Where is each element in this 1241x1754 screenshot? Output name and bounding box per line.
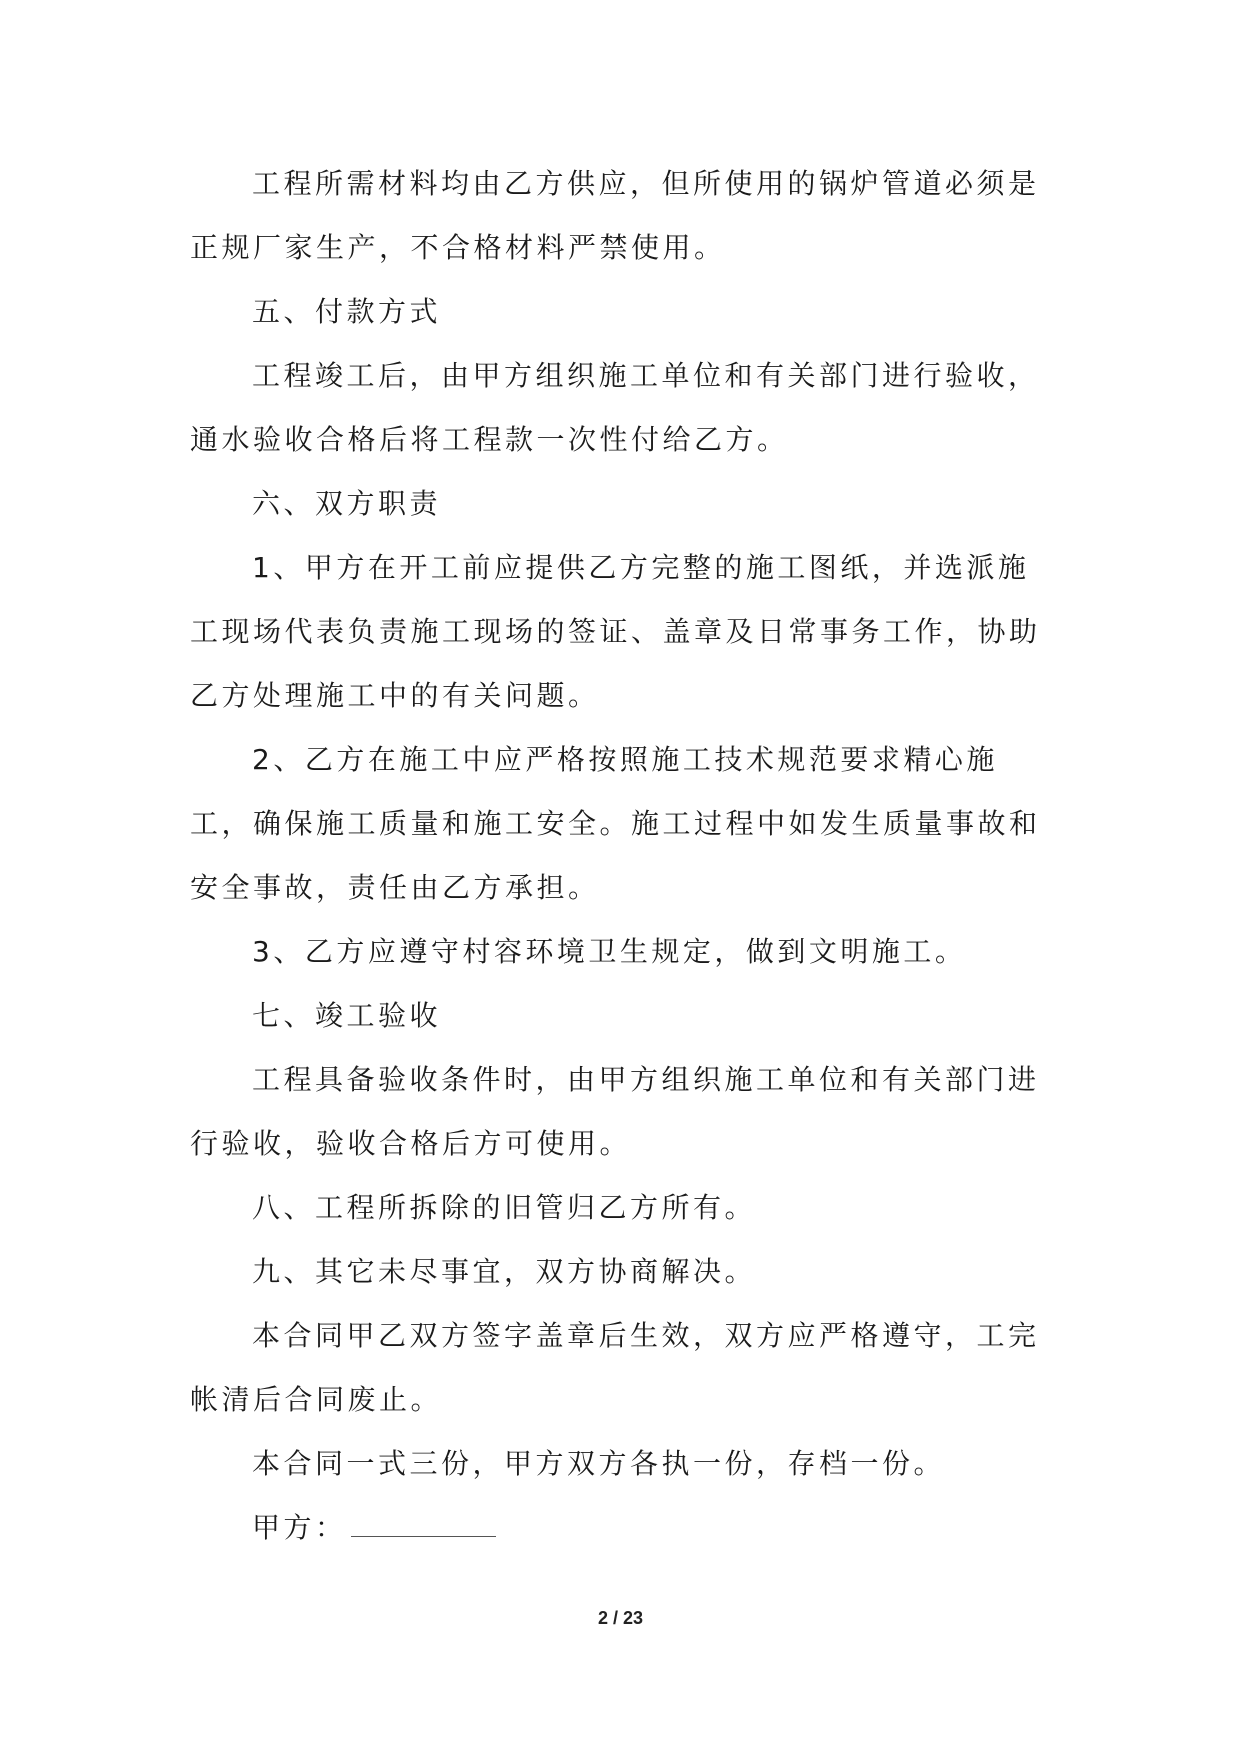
heading-payment-method: 五、付款方式 [252,295,442,328]
paragraph-responsibility-3: 3、乙方应遵守村容环境卫生规定，做到文明施工。 [252,935,967,968]
paragraph-old-pipes: 八、工程所拆除的旧管归乙方所有。 [252,1191,757,1224]
document-body [190,152,1060,1560]
heading-acceptance: 七、竣工验收 [252,999,442,1032]
signature-label: 甲方： [252,1511,347,1544]
paragraph-responsibility-2: 2、乙方在施工中应严格按照施工技术规范要求精心施工，确保施工质量和施工安全。施工过程中如发生质量事故和安全事故，责任由乙方承担。 [190,743,1041,904]
paragraph-effective: 本合同甲乙双方签字盖章后生效，双方应严格遵守，工完帐清后合同废止。 [190,1319,1040,1416]
signature-party-a [190,1496,1060,1560]
paragraph-materials: 工程所需材料均由乙方供应，但所使用的锅炉管道必须是正规厂家生产，不合格材料严禁使用。 [190,167,1040,264]
paragraph-copies: 本合同一式三份，甲方双方各执一份，存档一份。 [252,1447,946,1480]
page-number: 2 / 23 [597,1608,644,1628]
heading-responsibilities: 六、双方职责 [252,487,442,520]
paragraph-acceptance: 工程具备验收条件时，由甲方组织施工单位和有关部门进行验收，验收合格后方可使用。 [190,1063,1040,1160]
paragraph-responsibility-1: 1、甲方在开工前应提供乙方完整的施工图纸，并选派施工现场代表负责施工现场的签证、盖章及日常事务工作，协助乙方处理施工中的有关问题。 [190,551,1041,712]
signature-blank-line [351,1512,496,1537]
paragraph-other-matters: 九、其它未尽事宜，双方协商解决。 [252,1255,757,1288]
paragraph-payment: 工程竣工后，由甲方组织施工单位和有关部门进行验收，通水验收合格后将工程款一次性付给乙方。 [190,359,1040,456]
